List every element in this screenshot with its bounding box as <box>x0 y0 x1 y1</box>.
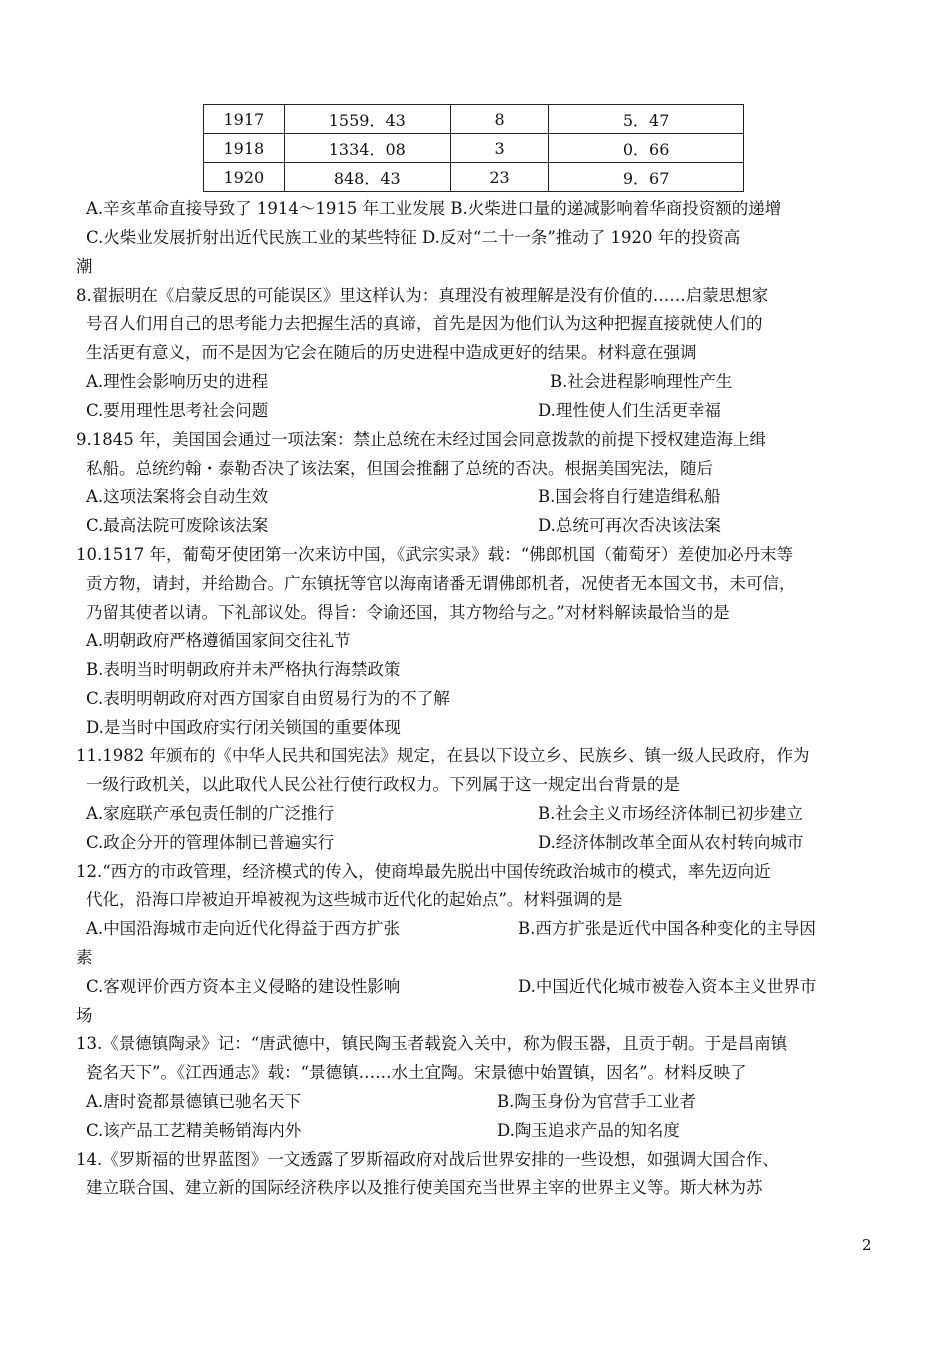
q8-option-a: A.理性会影响历史的进程 <box>86 372 269 391</box>
q13-option-b: B.陶玉身份为官营手工业者 <box>497 1092 696 1111</box>
q10-stem-line3: 乃留其使者以请。下礼部议处。得旨：令谕还国，其方物给与之。”对材料解读最恰当的是 <box>86 603 730 622</box>
q8-option-d: D.理性使人们生活更幸福 <box>538 401 721 420</box>
q12-option-b: B.西方扩张是近代中国各种变化的主导因 <box>518 919 816 938</box>
q12-stem-line1: 12.“西方的市政管理，经济模式的传入，使商埠最先脱出中国传统政治城市的模式，率先迈向近 <box>76 862 771 881</box>
q11-option-b: B.社会主义市场经济体制已初步建立 <box>538 804 803 823</box>
q10-option-d: D.是当时中国政府实行闭关锁国的重要体现 <box>86 718 401 737</box>
table-cell: 5．47 <box>549 105 744 134</box>
table-cell: 9．67 <box>549 163 744 192</box>
table-row <box>204 163 744 192</box>
q13-stem-line1: 13.《景德镇陶录》记：“唐武德中，镇民陶玉者载瓷入关中，称为假玉器，且贡于朝。于是昌南镇 <box>76 1034 788 1053</box>
table-cell: 1920 <box>204 163 285 192</box>
q8-stem-line2: 号召人们用自己的思考能力去把握生活的真谛，首先是因为他们认为这种把握直接就使人们的 <box>86 314 763 333</box>
table-cell: 1334．08 <box>284 134 450 163</box>
q9-option-b: B.国会将自行建造缉私船 <box>538 487 721 506</box>
q10-stem-line1: 10.1517 年，葡萄牙使团第一次来访中国，《武宗实录》载：“佛郎机国（葡萄牙）差使加必丹末等 <box>76 545 794 564</box>
q11-stem-line2: 一级行政机关，以此取代人民公社行使行政权力。下列属于这一规定出台背景的是 <box>86 775 680 794</box>
q12-option-d: D.中国近代化城市被卷入资本主义世界市 <box>518 977 817 996</box>
q9-option-d: D.总统可再次否决该法案 <box>538 516 721 535</box>
q8-stem-line3: 生活更有意义，而不是因为它会在随后的历史进程中造成更好的结果。材料意在强调 <box>86 343 697 362</box>
q10-option-b: B.表明当时明朝政府并未严格执行海禁政策 <box>86 660 401 679</box>
q8-stem-line1: 8.翟振明在《启蒙反思的可能误区》里这样认为：真理没有被理解是没有价值的……启蒙思想家 <box>76 286 769 305</box>
q11-option-c: C.政企分开的管理体制已普遍实行 <box>86 833 335 852</box>
table-cell: 0．66 <box>549 134 744 163</box>
table-row <box>204 134 744 163</box>
q7-options-line3: 潮 <box>76 257 93 276</box>
q13-option-c: C.该产品工艺精美畅销海内外 <box>86 1121 302 1140</box>
q11-option-d: D.经济体制改革全面从农村转向城市 <box>538 833 804 852</box>
q11-option-a: A.家庭联产承包责任制的广泛推行 <box>86 804 335 823</box>
q13-stem-line2: 瓷名天下”。《江西通志》载：“景德镇……水土宜陶。宋景德中始置镇，因名”。材料反映了 <box>86 1063 747 1082</box>
q13-option-a: A.唐时瓷都景德镇已驰名天下 <box>86 1092 302 1111</box>
q9-stem-line2: 私船。总统约翰・泰勒否决了该法案，但国会推翻了总统的否决。根据美国宪法，随后 <box>86 459 713 478</box>
table-body <box>204 105 744 192</box>
q12-option-a: A.中国沿海城市走向近代化得益于西方扩张 <box>86 919 401 938</box>
q13-option-d: D.陶玉追求产品的知名度 <box>497 1121 680 1140</box>
q7-options-line2: C.火柴业发展折射出近代民族工业的某些特征 D.反对“二十一条”推动了 1920 年的投资高 <box>86 228 741 247</box>
q12-option-d-continued: 场 <box>76 1006 93 1025</box>
q7-options-line1: A.辛亥革命直接导致了 1914～1915 年工业发展 B.火柴进口量的递减影响着华商投资额的递增 <box>86 199 782 218</box>
table-cell: 8 <box>450 105 548 134</box>
q9-option-c: C.最高法院可废除该法案 <box>86 516 269 535</box>
table-cell: 1918 <box>204 134 285 163</box>
q10-option-c: C.表明明朝政府对西方国家自由贸易行为的不了解 <box>86 689 450 708</box>
q12-stem-line2: 代化，沿海口岸被迫开埠被视为这些城市近代化的起始点”。材料强调的是 <box>86 890 623 909</box>
table-cell: 1917 <box>204 105 285 134</box>
q10-option-a: A.明朝政府严格遵循国家间交往礼节 <box>86 631 351 650</box>
q9-option-a: A.这项法案将会自动生效 <box>86 487 269 506</box>
table-cell: 848．43 <box>284 163 450 192</box>
q11-stem-line1: 11.1982 年颁布的《中华人民共和国宪法》规定，在县以下设立乡、民族乡、镇一级人民政府，作为 <box>76 746 810 765</box>
q12-option-c: C.客观评价西方资本主义侵略的建设性影响 <box>86 977 401 996</box>
investment-table <box>203 104 744 192</box>
q8-option-c: C.要用理性思考社会问题 <box>86 401 269 420</box>
table-cell: 1559．43 <box>284 105 450 134</box>
q12-option-b-continued: 素 <box>76 948 93 967</box>
q8-option-b: B.社会进程影响理性产生 <box>550 372 733 391</box>
q14-stem-line1: 14.《罗斯福的世界蓝图》一文透露了罗斯福政府对战后世界安排的一些设想，如强调大国合作、 <box>76 1150 779 1169</box>
q10-stem-line2: 贡方物，请封，并给勘合。广东镇抚等官以海南诸番无谓佛郎机者，况使者无本国文书，未可信， <box>86 574 796 593</box>
table-cell: 23 <box>450 163 548 192</box>
table-row <box>204 105 744 134</box>
page-number: 2 <box>862 1236 872 1254</box>
q9-stem-line1: 9.1845 年，美国国会通过一项法案：禁止总统在未经过国会同意拨款的前提下授权建造海上缉 <box>76 430 766 449</box>
table-cell: 3 <box>450 134 548 163</box>
q14-stem-line2: 建立联合国、建立新的国际经济秩序以及推行使美国充当世界主宰的世界主义等。斯大林为苏 <box>86 1178 763 1197</box>
